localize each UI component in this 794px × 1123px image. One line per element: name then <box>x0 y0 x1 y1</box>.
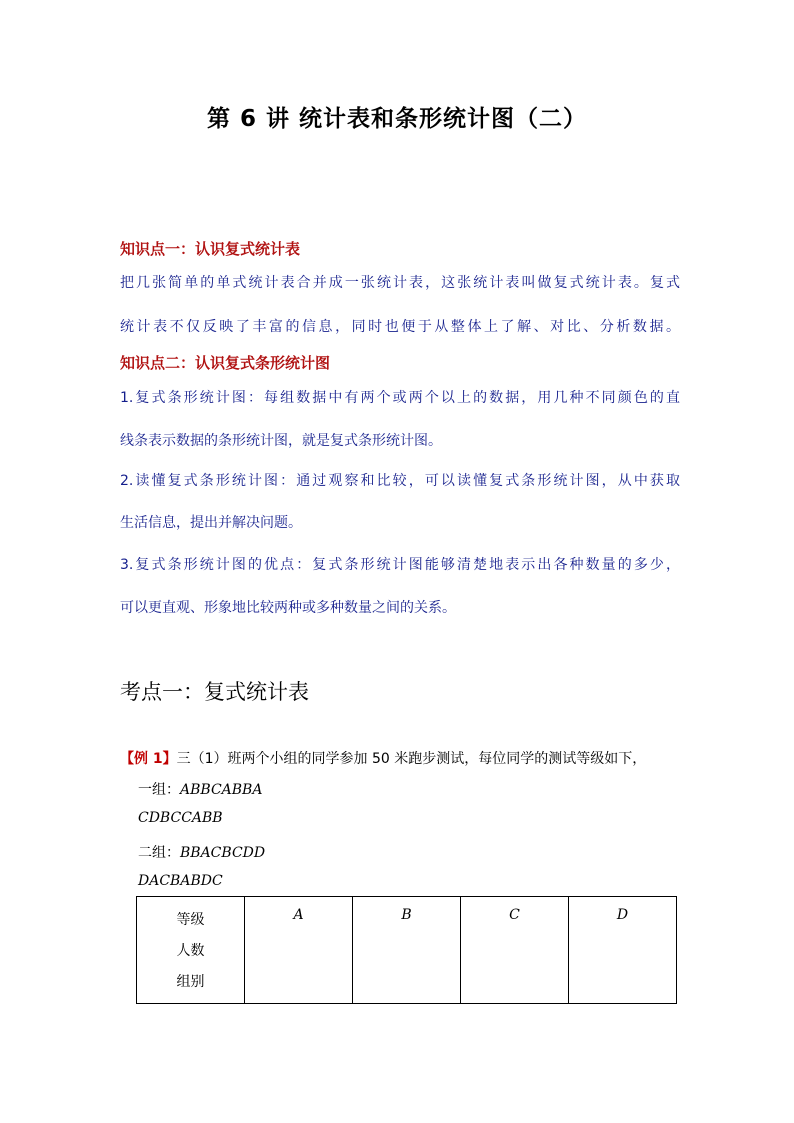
group-2-grades-1: BBACBCDD <box>180 845 266 861</box>
table-row <box>137 897 677 1004</box>
example-tag: 【例 1】 <box>120 751 177 767</box>
group-2-line-1 <box>138 842 265 862</box>
header-label-count: 人数 <box>176 943 205 959</box>
knowledge-point-2-line-1: 1.复式条形统计图：每组数据中有两个或两个以上的数据，用几种不同颜色的直 <box>120 390 680 406</box>
grade-column-c: C <box>461 897 569 1004</box>
header-label-group: 组别 <box>176 974 205 990</box>
knowledge-point-1-heading: 知识点一：认识复式统计表 <box>120 240 301 258</box>
group-2-label: 二组： <box>138 845 180 861</box>
knowledge-point-1-line-1: 把几张简单的单式统计表合并成一张统计表，这张统计表叫做复式统计表。复式 <box>120 275 680 291</box>
grade-column-d: D <box>569 897 677 1004</box>
grade-count-table <box>136 896 677 1004</box>
page-title: 第 6 讲 统计表和条形统计图（二） <box>206 106 588 132</box>
knowledge-point-2-line-3: 2.读懂复式条形统计图：通过观察和比较，可以读懂复式条形统计图，从中获取 <box>120 473 680 489</box>
group-1-label: 一组： <box>138 782 180 798</box>
section-heading: 考点一：复式统计表 <box>120 680 309 704</box>
header-label-grade: 等级 <box>176 912 205 928</box>
knowledge-point-2-line-4: 生活信息，提出并解决问题。 <box>120 515 302 531</box>
knowledge-point-2-line-6: 可以更直观、形象地比较两种或多种数量之间的关系。 <box>120 600 456 616</box>
knowledge-point-2-heading: 知识点二：认识复式条形统计图 <box>120 354 331 372</box>
grade-column-b: B <box>353 897 461 1004</box>
group-1-grades-1: ABBCABBA <box>180 782 263 798</box>
knowledge-point-2-line-2: 线条表示数据的条形统计图，就是复式条形统计图。 <box>120 433 442 449</box>
table-header-cell <box>137 897 245 1004</box>
group-2-line-2: DACBABDC <box>138 873 223 889</box>
group-1-line-2: CDBCCABB <box>138 810 223 826</box>
knowledge-point-2-line-5: 3.复式条形统计图的优点：复式条形统计图能够清楚地表示出各种数量的多少， <box>120 557 680 573</box>
knowledge-point-1-line-2: 统计表不仅反映了丰富的信息，同时也便于从整体上了解、对比、分析数据。 <box>120 319 680 335</box>
group-1-line-1 <box>138 779 262 799</box>
example-text: 三（1）班两个小组的同学参加 50 米跑步测试，每位同学的测试等级如下， <box>176 751 647 767</box>
example-prompt <box>120 748 646 768</box>
grade-column-a: A <box>245 897 353 1004</box>
